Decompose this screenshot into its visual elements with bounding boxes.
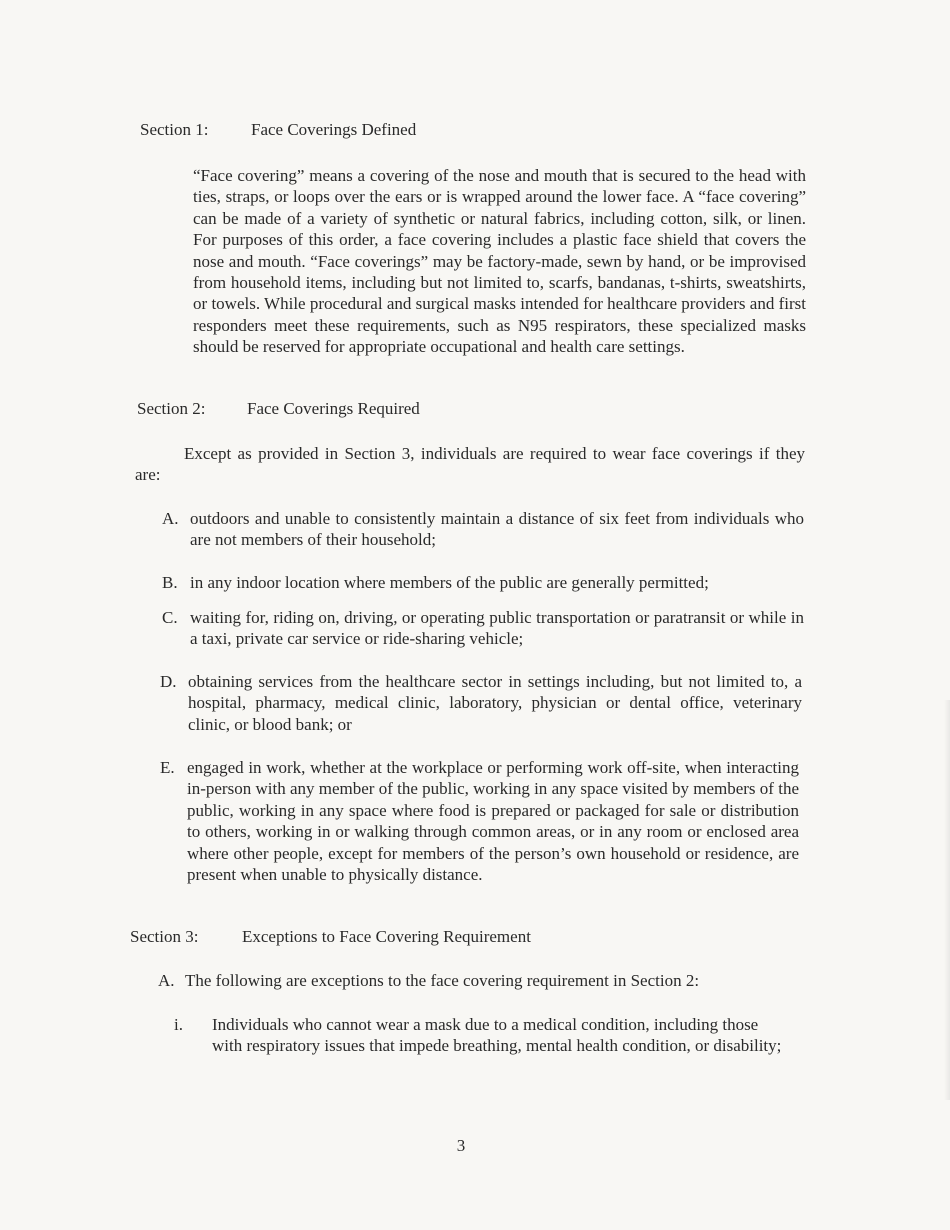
section-2-number: Section 2:: [137, 399, 206, 418]
exception-label: A.: [158, 971, 175, 990]
list-item-label: C.: [162, 608, 178, 627]
section-3-heading: [130, 927, 531, 947]
exception-text: Individuals who cannot wear a mask due to a medical condition, including those with respiratory issues that impede breathing, mental health condition, or disability;: [212, 1015, 782, 1056]
section-1-title: Face Coverings Defined: [251, 120, 417, 139]
section-1-number: Section 1:: [140, 120, 209, 139]
section-2-title: Face Coverings Required: [247, 399, 420, 418]
list-item-label: A.: [162, 509, 179, 528]
scan-shadow: [944, 700, 950, 1100]
list-item-text: in any indoor location where members of the public are generally permitted;: [190, 573, 709, 592]
list-item-label: D.: [160, 672, 177, 691]
section-1-body: “Face covering” means a covering of the nose and mouth that is secured to the head with ties, straps, or loops over the ears or is wrapped around the lower face. A “face covering” can be made of a variety of synthetic or natural fabrics, including cotton, silk, or linen. For purposes of this order, a face covering includes a plastic face shield that covers the nose and mouth. “Face coverings” may be factory-made, sewn by hand, or be improvised from household items, including but not limited to, scarfs, bandanas, t-shirts, sweatshirts, or towels. While procedural and surgical masks intended for healthcare providers and first responders meet these requirements, such as N95 respirators, these specialized masks should be reserved for appropriate occupational and health care settings.: [193, 166, 806, 357]
exception-text: The following are exceptions to the face covering requirement in Section 2:: [185, 971, 700, 990]
list-item-text: outdoors and unable to consistently maintain a distance of six feet from individuals who are not members of their household;: [190, 509, 804, 550]
section-3-title: Exceptions to Face Covering Requirement: [242, 927, 531, 946]
list-item-text: waiting for, riding on, driving, or operating public transportation or paratransit or while in a taxi, private car service or ride-sharing vehicle;: [190, 608, 804, 649]
list-item-text: engaged in work, whether at the workplace or performing work off-site, when interacting in-person with any member of the public, working in any space visited by members of the public, working in any space where food is prepared or packaged for sale or distribution to others, working in or walking through common areas, or in any room or enclosed area where other people, except for members of the person’s own household or residence, are present when unable to physically distance.: [187, 758, 799, 885]
list-item-text: obtaining services from the healthcare sector in settings including, but not limited to, a hospital, pharmacy, medical clinic, laboratory, physician or dental office, veterinary clinic, or blood bank; or: [188, 672, 802, 734]
section-1-heading: [140, 120, 417, 140]
exception-label: i.: [174, 1015, 183, 1034]
section-3-number: Section 3:: [130, 927, 199, 946]
page-number: 3: [456, 1136, 466, 1155]
section-2-heading: [137, 399, 420, 419]
list-item-label: E.: [160, 758, 175, 777]
list-item-label: B.: [162, 573, 178, 592]
section-2-intro: Except as provided in Section 3, individuals are required to wear face coverings if they are:: [135, 444, 805, 485]
